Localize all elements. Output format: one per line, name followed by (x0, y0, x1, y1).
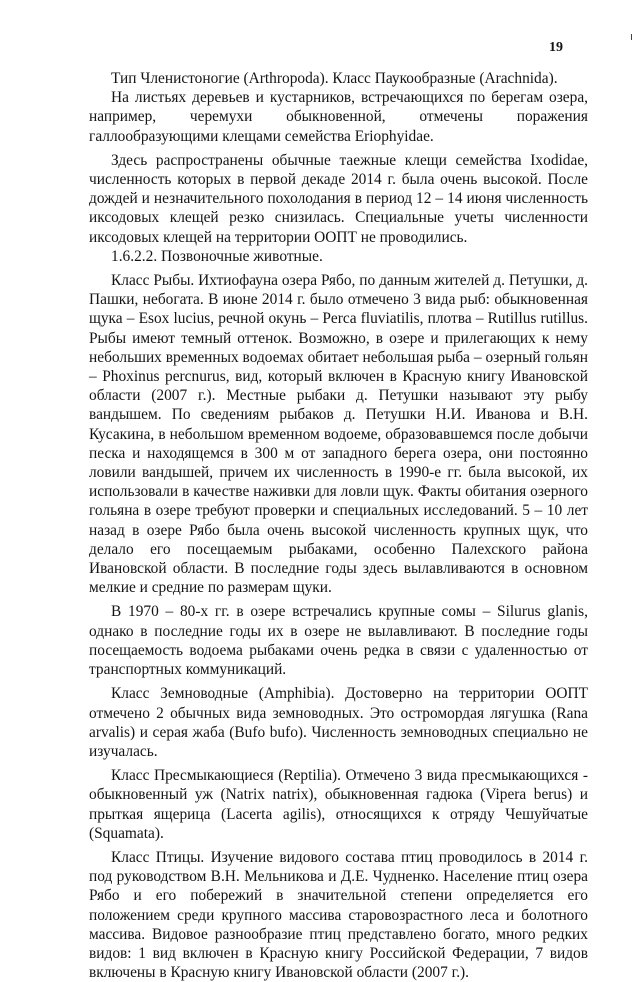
paragraph-fish: Класс Рыбы. Ихтиофауна озера Рябо, по данным жителей д. Петушки, д. Пашки, небогата. В июне 2014 г. было отмечено 3 вида рыб: обыкновенная щука – Esox lucius, речной окунь – Perca fluviatilis, плотва – Rutillus rutillus. Рыбы имеют темный оттенок. Возможно, в озере и прилегающих к нему небольших временных водоемах обитает небольшая рыба – озерный гольян – Phoxinus percnurus, вид, который включен в Красную книгу Ивановской области (2007 г.). Местные рыбаки д. Петушки называют эту рыбу вандышем. По сведениям рыбаков д. Петушки Н.И. Иванова и В.Н. Кусакина, в небольшом временном водоеме, образовавшемся после добычи песка и находящемся в 300 м от западного берега озера, они постоянно ловили вандышей, причем их численность в 1990-е гг. была высокой, их использовали в качестве наживки для ловли щук. Факты обитания озерного гольяна в озере требуют проверки и специальных исследований. 5 – 10 лет назад в озере Рябо была очень высокой численность крупных щук, что делало его посещаемым рыбаками, особенно Палехского района Ивановской области. В последние годы здесь вылавливаются в основном мелкие и средние по размерам щуки. (89, 272, 588, 597)
document-body (89, 69, 588, 982)
paragraph-catfish: В 1970 – 80-х гг. в озере встречались крупные сомы – Silurus glanis, однако в последние годы их в озере не вылавливают. В последние годы посещаемость водоема рыбаками очень редка в связи с удаленностью от транспортных коммуникаций. (89, 603, 588, 679)
page-number: 19 (549, 40, 563, 55)
scan-edge-mark (631, 34, 632, 40)
paragraph-ixodidae: Здесь распространены обычные таежные клещи семейства Ixodidae, численность которых в первой декаде 2014 г. была очень высокой. После дождей и незначительного похолодания в период 12 – 14 июня численность иксодовых клещей резко снизилась. Специальные учеты численности иксодовых клещей на территории ООПТ не проводились. (89, 151, 588, 246)
paragraph-reptilia: Класс Пресмыкающиеся (Reptilia). Отмечено 3 вида пресмыкающихся - обыкновенный уж (Natrix natrix), обыкновенная гадюка (Vipera berus) и прыткая ящерица (Lacerta agilis), относящихся к отряду Чешуйчатые (Squamata). (89, 767, 588, 842)
section-heading-vertebrates: 1.6.2.2. Позвоночные животные. (111, 247, 323, 265)
paragraph-birds: Класс Птицы. Изучение видового состава птиц проводилось в 2014 г. под руководством В.Н. Мельникова и Д.Е. Чудненко. Население птиц озера Рябо и его побережий в значительной степени определяется его положением среди крупного массива старовозрастного леса и болотного массива. Видовое разнообразие птиц представлено богато, много редких видов: 1 вид включен в Красную книгу Российской Федерации, 7 видов включены в Красную книгу Ивановской области (2007 г.). (89, 848, 588, 982)
paragraph-amphibia: Класс Земноводные (Amphibia). Достоверно на территории ООПТ отмечено 2 обычных вида земноводных. Это остромордая лягушка (Rana arvalis) и серая жаба (Bufo bufo). Численность земноводных специально не изучалась. (89, 685, 588, 760)
paragraph-arthropoda-heading: Тип Членистоногие (Arthropoda). Класс Паукообразные (Arachnida). (111, 70, 558, 87)
paragraph-eriophyidae: На листьях деревьев и кустарников, встречающихся по берегам озера, например, черемухи обыкновенной, отмечены поражения галлообразующими клещами семейства Eriophyidae. (89, 89, 588, 145)
